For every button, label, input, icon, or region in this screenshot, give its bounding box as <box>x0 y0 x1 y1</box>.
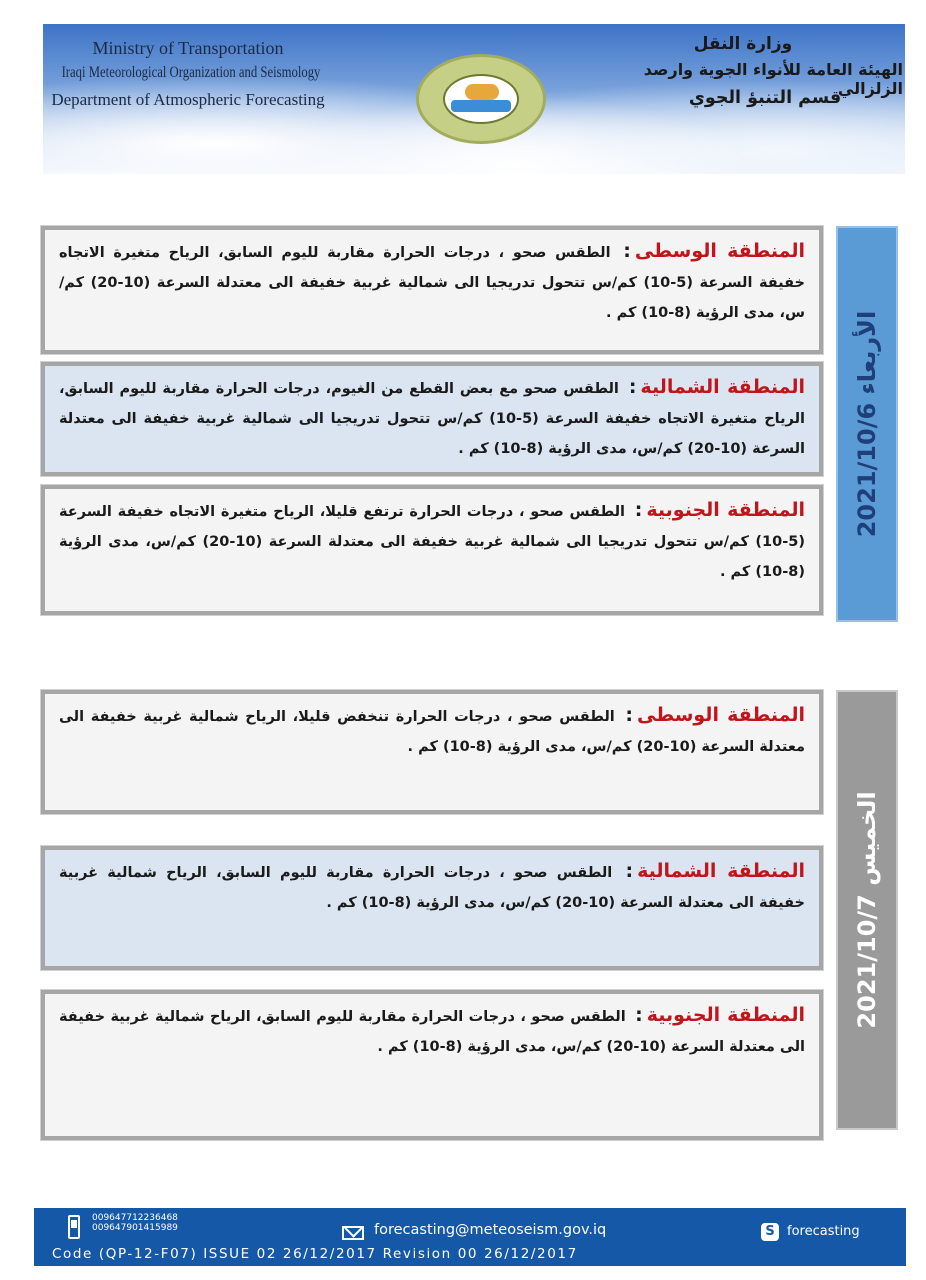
organization-name-en: Iraqi Meteorological Organization and Seismology <box>61 64 321 81</box>
forecast-box-south: المنطقة الجنوبية: الطقس صحو ، درجات الحرارة ترتفع قليلا، الرياح متغيرة الاتجاه خفيفة السرعة (5-10) كم/س تتحول تدريجيا الى شمالية غربية خفيفة الى معتدلة السرعة (10-20) كم/س، مدى الرؤية (8-10) كم . <box>41 485 823 615</box>
skype-handle: forecasting <box>787 1224 860 1239</box>
region-name: المنطقة الجنوبية <box>646 1004 805 1026</box>
organization-logo <box>416 54 546 144</box>
department-name-ar: قسم التنبؤ الجوي <box>688 88 842 108</box>
region-name: المنطقة الوسطى <box>634 240 805 262</box>
skype-icon: S <box>761 1223 779 1241</box>
phone-numbers <box>92 1213 178 1233</box>
day-label: الأربعاء 2021/10/6 <box>853 310 881 538</box>
forecast-text: الطقس صحو مع بعض القطع من الغيوم، درجات الحرارة مقاربة لليوم السابق، الرياح متغيرة الاتجاه خفيفة السرعة (5-10) كم/س تتحول تدريجيا الى شمالية غربية خفيفة الى معتدلة السرعة (10-20) كم/س، مدى الرؤية (8-10) كم . <box>59 381 805 457</box>
forecast-text: الطقس صحو ، درجات الحرارة مقاربة لليوم السابق، الرياح شمالية غربية خفيفة الى معتدلة السرعة (10-20) كم/س، مدى الرؤية (8-10) كم . <box>59 1009 805 1055</box>
forecast-box-north: المنطقة الشمالية: الطقس صحو ، درجات الحرارة مقاربة لليوم السابق، الرياح شمالية غربية خفيفة الى معتدلة السرعة (10-20) كم/س، مدى الرؤية (8-10) كم . <box>41 846 823 970</box>
footer-bar <box>34 1208 906 1266</box>
phone-number: 009647901415989 <box>92 1223 178 1233</box>
forecast-box-south: المنطقة الجنوبية: الطقس صحو ، درجات الحرارة مقاربة لليوم السابق، الرياح شمالية غربية خفيفة الى معتدلة السرعة (10-20) كم/س، مدى الرؤية (8-10) كم . <box>41 990 823 1140</box>
document-code: Code (QP-12-F07) ISSUE 02 26/12/2017 Revision 00 26/12/2017 <box>52 1246 578 1262</box>
mail-icon <box>342 1226 364 1240</box>
region-name: المنطقة الوسطى <box>636 704 805 726</box>
day-label-bar <box>836 226 898 622</box>
forecast-box-central: المنطقة الوسطى: الطقس صحو ، درجات الحرارة مقاربة لليوم السابق، الرياح متغيرة الاتجاه خفيفة السرعة (5-10) كم/س تتحول تدريجيا الى شمالية غربية خفيفة الى معتدلة السرعة (10-20) كم/س، مدى الرؤية (8-10) كم . <box>41 226 823 354</box>
ministry-name-ar: وزارة النقل <box>693 34 793 54</box>
forecast-text: الطقس صحو ، درجات الحرارة تنخفض قليلا، الرياح شمالية غربية خفيفة الى معتدلة السرعة (10-20) كم/س، مدى الرؤية (8-10) كم . <box>59 709 805 755</box>
region-name: المنطقة الشمالية <box>640 376 805 398</box>
organization-name-ar: الهيئة العامة للأنواء الجوية وارصد الزلزالي <box>643 60 903 98</box>
logo-emblem <box>443 74 519 124</box>
forecast-text: الطقس صحو ، درجات الحرارة ترتفع قليلا، الرياح متغيرة الاتجاه خفيفة السرعة (5-10) كم/س تتحول تدريجيا الى شمالية غربية خفيفة الى معتدلة السرعة (10-20) كم/س، مدى الرؤية (8-10) كم . <box>59 504 805 580</box>
phone-icon <box>68 1215 80 1239</box>
forecast-text: الطقس صحو ، درجات الحرارة مقاربة لليوم السابق، الرياح شمالية غربية خفيفة الى معتدلة السرعة (10-20) كم/س، مدى الرؤية (8-10) كم . <box>59 865 805 911</box>
ministry-name-en: Ministry of Transportation <box>92 38 284 58</box>
region-name: المنطقة الجنوبية <box>646 499 805 521</box>
region-name: المنطقة الشمالية <box>637 860 805 882</box>
forecast-box-north: المنطقة الشمالية: الطقس صحو مع بعض القطع من الغيوم، درجات الحرارة مقاربة لليوم السابق، الرياح متغيرة الاتجاه خفيفة السرعة (5-10) كم/س تتحول تدريجيا الى شمالية غربية خفيفة الى معتدلة السرعة (10-20) كم/س، مدى الرؤية (8-10) كم . <box>41 362 823 476</box>
forecast-text: الطقس صحو ، درجات الحرارة مقاربة لليوم السابق، الرياح متغيرة الاتجاه خفيفة السرعة (5-10) كم/س تتحول تدريجيا الى شمالية غربية خفيفة الى معتدلة السرعة (10-20) كم/س، مدى الرؤية (8-10) كم . <box>59 245 805 321</box>
department-name-en: Department of Atmospheric Forecasting <box>51 90 325 109</box>
day-label: الخميس 2021/10/7 <box>853 791 881 1029</box>
forecast-box-central: المنطقة الوسطى: الطقس صحو ، درجات الحرارة تنخفض قليلا، الرياح شمالية غربية خفيفة الى معتدلة السرعة (10-20) كم/س، مدى الرؤية (8-10) كم . <box>41 690 823 814</box>
header-banner <box>43 24 905 174</box>
phone-number: 009647712236468 <box>92 1213 178 1223</box>
day-label-bar <box>836 690 898 1130</box>
email-address[interactable]: forecasting@meteoseism.gov.iq <box>374 1222 607 1238</box>
